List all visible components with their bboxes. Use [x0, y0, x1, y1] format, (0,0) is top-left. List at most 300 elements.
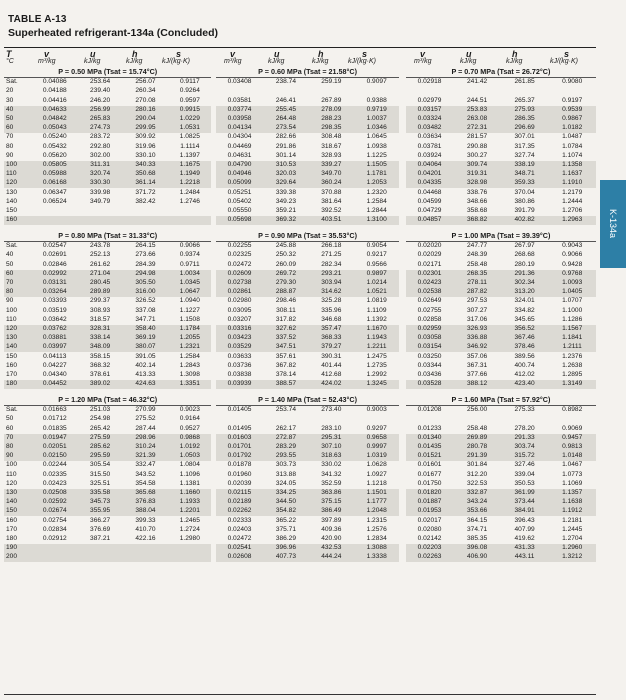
value-cell: 0.03581 — [227, 96, 252, 104]
value-cell: 402.82 — [501, 216, 549, 225]
value-cell: 364.15 — [467, 516, 488, 524]
temperature-cell: 100 — [4, 161, 32, 170]
header-h-symbol-3: h — [512, 49, 518, 59]
value-cell: 375.71 — [275, 525, 297, 533]
value-cell: 0.04064 — [406, 161, 454, 170]
table-row — [4, 434, 596, 443]
value-cell: 1.2584 — [366, 197, 387, 205]
value-cell: 1.0405 — [548, 288, 596, 297]
value-cell: 278.11 — [453, 279, 501, 288]
pressure-label: P = 0.60 MPa (Tsat = 21.58°C) — [216, 66, 400, 78]
value-cell: 243.78 — [90, 242, 111, 250]
temperature-cell: 190 — [4, 544, 32, 553]
table-row — [4, 553, 596, 562]
table-row — [4, 415, 596, 424]
value-cell: 0.02403 — [227, 525, 252, 533]
value-cell: 269.72 — [263, 270, 308, 279]
value-cell: 374.71 — [467, 525, 488, 533]
value-cell: 329.64 — [263, 179, 308, 188]
value-cell: 0.03642 — [42, 315, 67, 323]
table-row — [4, 443, 596, 452]
value-cell: 1.1109 — [366, 306, 387, 314]
value-cell: 1.0707 — [562, 297, 583, 305]
value-cell: 1.1397 — [179, 151, 200, 159]
value-cell: 1.1286 — [562, 315, 583, 323]
header-t-symbol: T — [6, 49, 12, 59]
value-cell: 348.66 — [467, 197, 488, 205]
temperature-cell: 130 — [4, 489, 32, 498]
value-cell: 0.01663 — [42, 406, 67, 414]
value-cell: 0.02262 — [216, 507, 264, 516]
value-cell: 0.02333 — [227, 516, 252, 524]
value-cell: 391.05 — [135, 352, 156, 360]
value-cell: 272.31 — [453, 124, 501, 133]
value-cell: 1.2724 — [179, 525, 200, 533]
value-cell: 422.16 — [135, 534, 156, 542]
table-row — [4, 207, 596, 216]
value-cell: 1.3245 — [354, 380, 399, 389]
value-cell: 295.59 — [77, 452, 122, 461]
value-cell: 410.70 — [135, 525, 156, 533]
value-cell: 0.06347 — [42, 188, 67, 196]
temperature-cell: 90 — [6, 151, 14, 159]
temperature-cell: 50 — [6, 415, 14, 423]
value-cell: 0.04227 — [42, 361, 67, 369]
table-row — [4, 452, 596, 461]
header-s-unit-2: kJ/(kg·K) — [348, 58, 376, 65]
value-cell: 0.03131 — [32, 279, 77, 288]
temperature-cell: 170 — [6, 525, 18, 533]
table-row — [4, 334, 596, 343]
header-s-symbol-3: s — [564, 49, 570, 59]
value-cell: 431.33 — [501, 544, 549, 553]
value-cell: 0.02080 — [417, 525, 442, 533]
table-body — [4, 66, 596, 562]
value-cell: 308.93 — [90, 306, 111, 314]
value-cell: 268.35 — [453, 270, 501, 279]
temperature-cell: 160 — [6, 361, 18, 369]
value-cell: 1.1567 — [548, 325, 596, 334]
header-s-symbol-2: s — [362, 49, 368, 59]
value-cell: 1.1784 — [168, 325, 211, 334]
value-cell: 402.14 — [135, 361, 156, 369]
value-cell: 0.03958 — [216, 115, 264, 124]
value-cell: 315.72 — [501, 452, 549, 461]
value-cell: 0.02858 — [417, 315, 442, 323]
value-cell: 0.03264 — [32, 288, 77, 297]
temperature-cell: 70 — [4, 434, 32, 443]
column-header — [4, 47, 596, 66]
value-cell: 380.07 — [123, 343, 168, 352]
value-cell: 0.9003 — [366, 406, 387, 414]
value-cell: 1.1392 — [366, 315, 387, 323]
value-cell: 367.46 — [501, 334, 549, 343]
value-cell: 261.85 — [514, 78, 535, 86]
value-cell — [263, 415, 308, 424]
section-side-tab: K-134a — [600, 180, 626, 268]
value-cell: 0.04631 — [227, 151, 252, 159]
value-cell: 0.01947 — [32, 434, 77, 443]
table-title: Superheated refrigerant-134a (Concluded) — [8, 27, 219, 39]
value-cell: 260.09 — [275, 260, 297, 268]
value-cell: 324.05 — [275, 479, 297, 487]
value-cell: 280.16 — [123, 106, 168, 115]
value-cell: 256.99 — [77, 106, 122, 115]
value-cell: 0.02472 — [227, 260, 252, 268]
value-cell: 1.2315 — [366, 516, 387, 524]
value-cell: 334.82 — [514, 306, 535, 314]
value-cell: 399.33 — [135, 516, 156, 524]
table-row — [4, 124, 596, 133]
table-row — [4, 242, 596, 252]
value-cell: 443.11 — [501, 553, 549, 562]
value-cell: 357.06 — [467, 352, 488, 360]
value-cell: 1.2048 — [354, 507, 399, 516]
value-cell: 1.1000 — [562, 306, 583, 314]
value-cell: 246.41 — [275, 96, 297, 104]
value-cell: 278.20 — [514, 424, 535, 432]
value-cell: 252.13 — [90, 251, 111, 259]
value-cell: 361.99 — [501, 489, 549, 498]
value-cell: 317.35 — [514, 142, 535, 150]
value-cell: 406.90 — [453, 553, 501, 562]
value-cell: 1.0628 — [366, 461, 387, 469]
temperature-cell: 120 — [6, 479, 18, 487]
value-cell: 1.1912 — [548, 507, 596, 516]
temperature-cell: 80 — [6, 142, 14, 150]
header-s-unit-3: kJ/(kg·K) — [550, 58, 578, 65]
table-row — [4, 316, 596, 325]
value-cell — [123, 216, 168, 225]
value-cell: 291.33 — [501, 434, 549, 443]
value-cell: 407.99 — [514, 525, 535, 533]
value-cell: 0.02423 — [406, 279, 454, 288]
table-row — [4, 343, 596, 352]
value-cell — [32, 207, 77, 216]
value-cell: 0.01960 — [227, 470, 252, 478]
value-cell: 258.48 — [467, 260, 488, 268]
value-cell: 297.53 — [467, 297, 488, 305]
value-cell: 1.3088 — [354, 544, 399, 553]
value-cell: 432.53 — [309, 544, 354, 553]
value-cell: 283.10 — [321, 424, 342, 432]
value-cell: 312.20 — [467, 470, 488, 478]
value-cell: 339.04 — [514, 470, 535, 478]
value-cell: 0.01603 — [216, 434, 264, 443]
temperature-cell: 120 — [4, 325, 32, 334]
value-cell: 273.40 — [321, 406, 342, 414]
value-cell: 0.9066 — [179, 242, 200, 250]
value-cell: 275.33 — [514, 406, 535, 414]
value-cell: 0.05620 — [42, 151, 67, 159]
value-cell: 0.05240 — [42, 133, 67, 141]
value-cell: 246.20 — [90, 96, 111, 104]
value-cell: 371.72 — [135, 188, 156, 196]
value-cell: 0.02189 — [216, 498, 264, 507]
table-row — [4, 297, 596, 306]
value-cell — [354, 87, 399, 96]
value-cell: 0.02959 — [406, 325, 454, 334]
property-table — [4, 66, 596, 562]
value-cell: 0.9117 — [179, 78, 200, 86]
value-cell: 1.2834 — [366, 534, 387, 542]
value-cell: 1.1225 — [366, 151, 387, 159]
value-cell: 0.01340 — [406, 434, 454, 443]
value-cell: 267.97 — [514, 242, 535, 250]
value-cell: 239.40 — [90, 87, 111, 95]
value-cell — [123, 553, 168, 562]
value-cell: 285.62 — [77, 443, 122, 452]
header-u-unit-3: kJ/kg — [460, 58, 477, 65]
table-row — [4, 179, 596, 188]
value-cell: 1.0804 — [179, 461, 200, 469]
value-cell: 0.9066 — [562, 251, 583, 259]
value-cell: 1.0182 — [548, 124, 596, 133]
temperature-cell: 110 — [6, 315, 17, 323]
value-cell: 367.31 — [467, 361, 488, 369]
value-cell: 0.05099 — [216, 179, 264, 188]
table-row — [4, 352, 596, 361]
value-cell: 279.30 — [263, 279, 308, 288]
table-row — [4, 406, 596, 416]
value-cell: 0.02203 — [406, 544, 454, 553]
pressure-label: P = 1.60 MPa (Tsat = 57.92°C) — [406, 394, 596, 406]
pressure-header-row — [4, 66, 596, 78]
value-cell — [77, 553, 122, 562]
value-cell: 0.03781 — [417, 142, 442, 150]
value-cell: 358.15 — [90, 352, 111, 360]
value-cell: 270.08 — [135, 96, 156, 104]
value-cell: 1.2735 — [366, 361, 387, 369]
header-v-symbol-1: v — [44, 49, 50, 59]
value-cell: 0.02674 — [32, 507, 77, 516]
value-cell: 0.03393 — [42, 297, 67, 305]
value-cell: 0.9597 — [179, 96, 200, 104]
value-cell: 296.69 — [501, 124, 549, 133]
value-cell: 0.02547 — [42, 242, 67, 250]
value-cell: 0.06524 — [42, 197, 67, 205]
pressure-label: P = 0.90 MPa (Tsat = 35.53°C) — [216, 230, 400, 242]
value-cell: 305.54 — [90, 461, 111, 469]
value-cell: 271.04 — [77, 270, 122, 279]
value-cell: 275.93 — [501, 106, 549, 115]
value-cell: 0.04113 — [43, 352, 67, 360]
value-cell: 340.33 — [123, 161, 168, 170]
value-cell: 332.87 — [453, 489, 501, 498]
value-cell: 1.1505 — [354, 161, 399, 170]
table-row — [4, 525, 596, 534]
value-cell: 380.86 — [514, 197, 535, 205]
value-cell: 0.02861 — [216, 288, 264, 297]
value-cell: 328.98 — [453, 179, 501, 188]
value-cell: 397.89 — [321, 516, 342, 524]
value-cell: 1.2055 — [168, 334, 211, 343]
value-cell: 0.05402 — [227, 197, 252, 205]
value-cell: 384.91 — [501, 507, 549, 516]
value-cell: 0.03633 — [227, 352, 252, 360]
value-cell: 348.71 — [501, 170, 549, 179]
value-cell: 327.74 — [514, 151, 535, 159]
value-cell: 310.24 — [123, 443, 168, 452]
value-cell: 253.83 — [453, 106, 501, 115]
value-cell: 1.1781 — [354, 170, 399, 179]
value-cell: 1.2895 — [562, 370, 583, 378]
pressure-label: P = 1.40 MPa (Tsat = 52.43°C) — [216, 394, 400, 406]
value-cell: 391.79 — [514, 206, 535, 214]
value-cell: 238.74 — [275, 78, 297, 86]
value-cell: 401.44 — [321, 361, 342, 369]
value-cell: 1.1675 — [168, 161, 211, 170]
value-cell: 320.74 — [77, 170, 122, 179]
table-row — [4, 152, 596, 161]
value-cell: 0.05805 — [32, 161, 77, 170]
table-row — [4, 288, 596, 297]
value-cell: 363.86 — [309, 489, 354, 498]
value-cell: 1.0825 — [179, 133, 200, 141]
value-cell: 1.0319 — [354, 452, 399, 461]
value-cell: 1.1096 — [179, 470, 200, 478]
temperature-cell: 50 — [4, 115, 32, 124]
temperature-cell: 100 — [6, 461, 18, 469]
value-cell: 326.93 — [453, 325, 501, 334]
table-row — [4, 489, 596, 498]
value-cell: 0.9719 — [354, 106, 399, 115]
temperature-cell: 30 — [6, 96, 14, 104]
value-cell: 310.53 — [263, 161, 308, 170]
value-cell: 334.25 — [263, 489, 308, 498]
value-cell: 302.00 — [90, 151, 111, 159]
value-cell: 0.02423 — [42, 479, 67, 487]
value-cell: 262.17 — [275, 424, 297, 432]
value-cell: 294.98 — [123, 270, 168, 279]
value-cell: 0.04468 — [417, 188, 442, 196]
value-cell: 287.44 — [135, 424, 156, 432]
value-cell: 354.58 — [135, 479, 156, 487]
value-cell: 0.9388 — [366, 96, 387, 104]
value-cell — [406, 87, 454, 96]
value-cell: 0.02538 — [406, 288, 454, 297]
value-cell: 307.01 — [514, 133, 535, 141]
temperature-cell: 40 — [6, 251, 14, 259]
value-cell: 308.11 — [276, 306, 296, 314]
value-cell: 413.33 — [135, 370, 156, 378]
header-u-unit-1: kJ/kg — [84, 58, 101, 65]
value-cell: 1.2181 — [562, 516, 583, 524]
pressure-label: P = 0.80 MPa (Tsat = 31.33°C) — [4, 230, 211, 242]
table-row — [4, 197, 596, 206]
header-s-symbol-1: s — [176, 49, 182, 59]
value-cell: 0.01521 — [406, 452, 454, 461]
value-cell: 330.02 — [321, 461, 342, 469]
value-cell: 0.03762 — [32, 325, 77, 334]
value-cell: 346.68 — [321, 315, 342, 323]
value-cell: 265.42 — [90, 424, 111, 432]
value-cell: 348.09 — [77, 343, 122, 352]
value-cell: 339.27 — [309, 161, 354, 170]
value-cell: 268.68 — [514, 251, 535, 259]
temperature-cell: 140 — [4, 498, 32, 507]
value-cell — [406, 415, 454, 424]
temperature-cell: 60 — [4, 270, 32, 279]
value-cell: 302.34 — [501, 279, 549, 288]
value-cell — [32, 544, 77, 553]
table-row — [4, 461, 596, 470]
value-cell: 328.93 — [321, 151, 342, 159]
value-cell: 1.3100 — [354, 216, 399, 225]
value-cell: 0.02992 — [32, 270, 77, 279]
value-cell: 0.03634 — [417, 133, 442, 141]
value-cell: 248.39 — [467, 251, 488, 259]
header-v-unit-2: m³/kg — [224, 58, 242, 65]
value-cell: 317.06 — [467, 315, 488, 323]
value-cell — [309, 415, 354, 424]
value-cell: 290.88 — [467, 142, 488, 150]
value-cell: 1.1943 — [354, 334, 399, 343]
value-cell — [123, 544, 168, 553]
value-cell: 1.1777 — [354, 498, 399, 507]
value-cell: 298.35 — [309, 124, 354, 133]
value-cell: 1.1501 — [354, 489, 399, 498]
value-cell: 330.10 — [135, 151, 156, 159]
temperature-cell: 80 — [4, 443, 32, 452]
value-cell: 299.37 — [90, 297, 111, 305]
value-cell: 0.9054 — [366, 242, 387, 250]
value-cell: 1.2584 — [179, 352, 200, 360]
value-cell: 1.2111 — [548, 343, 596, 352]
value-cell: 0.03939 — [216, 380, 264, 389]
value-cell: 1.0037 — [354, 115, 399, 124]
value-cell: 0.9297 — [366, 424, 387, 432]
value-cell: 376.69 — [90, 525, 111, 533]
value-cell: 1.2980 — [179, 534, 200, 542]
temperature-cell: 150 — [6, 352, 18, 360]
value-cell: 1.2638 — [562, 361, 583, 369]
table-row — [4, 270, 596, 279]
value-cell: 1.3338 — [354, 553, 399, 562]
value-cell: 376.83 — [123, 498, 168, 507]
value-cell: 419.62 — [514, 534, 535, 542]
value-cell: 317.82 — [275, 315, 297, 323]
value-cell: 1.1841 — [548, 334, 596, 343]
value-cell: 349.23 — [275, 197, 297, 205]
temperature-cell: 130 — [6, 188, 18, 196]
value-cell: 396.96 — [263, 544, 308, 553]
temperature-cell: Sat. — [6, 78, 18, 86]
value-cell: 0.03250 — [417, 352, 442, 360]
value-cell: 0.02738 — [216, 279, 264, 288]
value-cell: 0.02171 — [417, 260, 442, 268]
value-cell: 0.03154 — [406, 343, 454, 352]
value-cell — [77, 207, 122, 216]
value-cell: 313.20 — [501, 288, 549, 297]
value-cell: 330.30 — [77, 179, 122, 188]
temperature-cell: 100 — [6, 306, 18, 314]
value-cell: 0.9097 — [366, 78, 387, 86]
value-cell: 272.87 — [263, 434, 308, 443]
value-cell: 0.01435 — [406, 443, 454, 452]
value-cell: 343.24 — [453, 498, 501, 507]
value-cell: 265.83 — [77, 115, 122, 124]
value-cell: 335.58 — [77, 489, 122, 498]
value-cell: 0.03519 — [42, 306, 67, 314]
value-cell: 0.01750 — [417, 479, 442, 487]
value-cell: 0.02649 — [417, 297, 442, 305]
value-cell: 1.1358 — [548, 161, 596, 170]
value-cell — [453, 87, 501, 96]
value-cell: 396.08 — [453, 544, 501, 553]
table-row — [4, 361, 596, 370]
value-cell: 1.1114 — [180, 142, 200, 150]
